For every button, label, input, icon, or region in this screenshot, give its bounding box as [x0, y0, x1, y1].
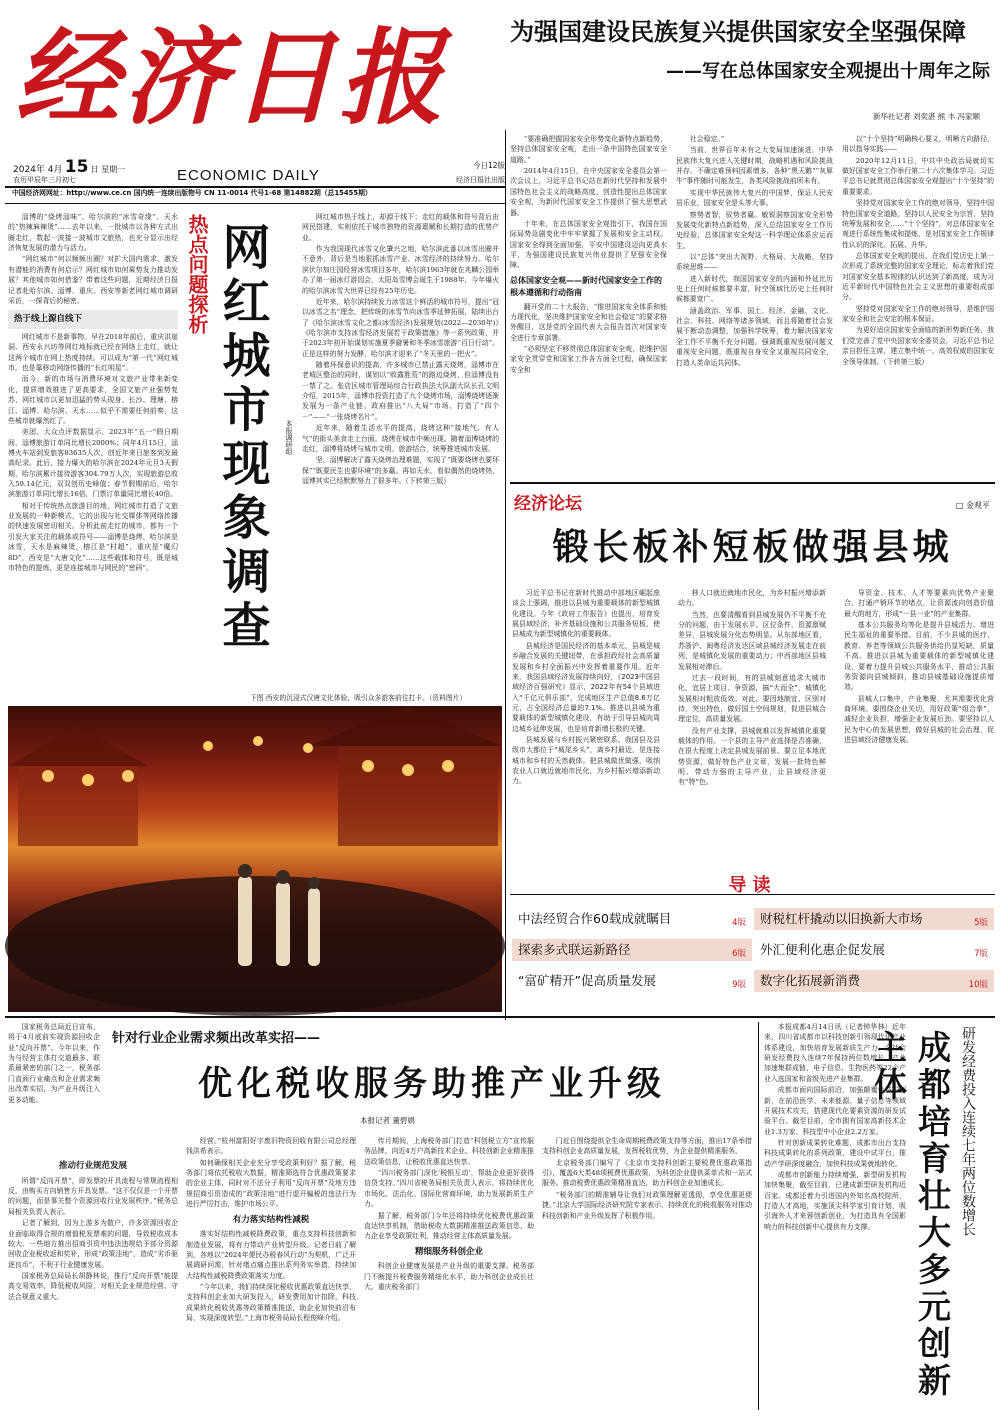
tax-column-3: 传月期间，上海税务部门打造“科创税立方”宣传服务品牌，向近4万户高新技术企业、科技创新企业精准推送政策信息，让税收优惠直达快享。 “四川税务部门深化‘税银互动’，帮助企业更好获得信贷支持。”四川省税务局相关负责人表示，将持续优化市场化、法治化、国际化营商环境，助力发展新质生产力。 据了解，税务部门今年还将持续优化税费优惠政策直达快享机制，借助税收大数据精准推送政策信息，助力企业享受政策红利，推动经营主体高质量发展。 精细服务科创企业 科创企业健康发展是产业升级的重要支撑。税务部门不断提升税费服务精细化水平，助力科创企业成长壮大。重庆税务部门: [364, 1137, 534, 1292]
masthead: [5, 5, 505, 183]
lead-title: 为强国建设民族复兴提供国家安全坚强保障: [510, 18, 966, 46]
tax-intro: 国家税务总局近日宣布，将于4月底前实现资源回收企业“反向开票”。今年以来，作为与经营主体打交道最多、联系最紧密的部门之一，税务部门直面行业痛点和企业需求频出改革实招，为产业升级注入更多动能。: [8, 1023, 100, 1104]
photo-scene-icon: [8, 706, 502, 1012]
xian-tang-culture-photo: [8, 706, 502, 1012]
lead-subtitle: ——写在总体国家安全观提出十周年之际: [666, 61, 990, 82]
tax-section-head-2: 有力落实结构性减税: [232, 1214, 310, 1225]
chengdu-title: 成都培育壮大多元创新主体: [869, 1030, 952, 1400]
chengdu-divider: [758, 1022, 759, 1410]
masthead-rule: [5, 186, 505, 188]
forum-column-2: 移人口就近就地市民化，为乡村振兴增添新动力。 当然，也要清醒看到县城发展仍不平衡不充分的问题，由于发展水平、区位条件、资源禀赋差异，县城发展分化态势明显。从东部地区看，苏浙沪、闽粤经济发达区域县城经济发展走在前列，是城镇化发展的重要动力；中西部地区县城发展相对滞后。 过去一段时间，有的县城刻意追求大城市化，宜居上项目、争资源，搞“大而全”，城镇化发展相对粗放低效。对此，要因地制宜，区别对待，突出特色，做好国土空间规划，促进县城合理定位，高质量发展。 没有产业支撑，县城就难以发挥城镇化重要载体的作用。一个县的主导产业选择是否准确，在很大程度上决定县城发展前景。要立足本地优势资源，做好特色产业文章，发展一批特色鲜明、带动力强的主导产业，让县域经济更有“特”色。: [678, 589, 826, 787]
date-month: 2024年 4月: [13, 165, 63, 175]
bottom-section-rule: [5, 1016, 995, 1018]
hotspot-column-2: 网红城市热于线上，却源于线下；走红的载体和符号背后由网民搭建，实则依托于城市独特的资源禀赋和长期打造的优势产业。 作为我国现代冰雪文化肇兴之地，哈尔滨此番以冰雪出圈并不意外，背后是当地狠抓冰雪产业、冰雪经济的持续努力。哈尔滨伏尔加庄园经营冰雪项目多年，哈尔滨1963年就在兆麟公园举办了第一届冰灯游园会，太阳岛雪博会诞生于1988年，今年爆火的哈尔滨冰雪大世界已经有25年历史。 近年来，哈尔滨持续发力冰雪这个鲜活的城市符号，提出“冠以冰雪之名”理念，把传统的冰雪节向冰雪季延伸拓展，陆续出台了《哈尔滨冰雪文化之都(冰雪经济)发展规划(2022—2030年)》《哈尔滨市支持冰雪经济发展若干政策措施》等一系列政策，并于2023年初开始谋划实施夏季避暑和冬季冰雪旅游“百日行动”。正是这样的努力发酵，哈尔滨才迎来了“冬天里的一把火”。 随着环保意识的提高，许多城市已禁止露天烧烤，淄博市在老城区整治的同时，谋划以“败露胜荒”的路边烧烤，但淄博没有一禁了之。张店区城市管理局综合行政执法大队副大队长孔文明介绍，2015年，淄博市投资打造了九个烧烤市场，淄博烧烤逐渐发展为一条产业链。政府推出“八大局”市场、打造了“四个一”——“一张烧烤名片”。 近年来，随着生活水平的提高，烧烤这种“接地气、有人气”的街头美食走上台面。烧烤在城市中频出现。随着淄博烧烤的走红，淄博将烧烤与城市文明、旅游结合，统筹推进城市发展。 坚，淄博解决了露天烧烤治理难题，实现了“既要烧烤也要环保”“既要民生也要环境”的多赢。再如天水，看似偶然的烧烤热，淄博其实已经默默努力了很多年。（下转第三版）: [302, 213, 499, 485]
tax-column-2: 经营。”杭州富阳好宇废旧物资回收有限公司总经理钱洪希表示。 如何确保相关企业充分享受政策利好？据了解，税务部门将依托税收大数据，精准筛选符合优惠政策要求的企业主体，同时对不法分子利用“反向开票”及地方违规招商引资造成的“政策洼地”进行虚开骗税的违法行为进行严厉打击，维护市场公平。 有力落实结构性减税 落实好结构性减税降费政策，重点支持科技创新和制造业发展，将有力带动产业转型升级。记者日前了解到，各地以“2024年便民办税春风行动”为契机，广泛开展调研问需，针对堵点痛点推出系列务实举措，持续加大结构性减税降费政策落实力度。 “今年以来，我们持续深化税收优惠政策直达快享，支持科创企业加大研发投入，研发费用加计扣除、科技成果转化税收优惠等政策精准推送，助企业加快前沿布局、实现深度转型。”上海市税务局局长程俊峰介绍。: [186, 1137, 356, 1323]
hotspot-column-1: 淄博的“烧烤淄味”、哈尔滨的“冰雪奇缘”、天水的“热辣麻辣烫”……去年以来，一批城市以各种方式出圈走红，数起一波接一波城市文旅热，也充分显示出经济恢复发展的潜力与活力。 “网红城市”何以频频出圈？对扩大国内需求、激发有潜能的消费有何启示？网红城市如何乘势发力推动发展？其他城市如何借鉴？带着这些问题，近期经济日报记者赴哈尔滨、淄博、重庆、西安等新老网红城市调研采访，一探背后的秘密。 热于线上源自线下 网红城市不是新事物。早在2018年前后，重庆洪崖洞、西安永兴坊等网红地标就已经在网络上走红，就让这两个城市在网上热度持续。可以成为“第一代”网红城市，也是靠移动网络传播的“长红明星”。 而今，新的市场与消费环境对文旅产业带来新变化，提质增效推进了更高要求，全国文旅产业强势复苏，网红城市以更加迅猛的势头现身。长沙、理塘、榕江、淄博、哈尔滨、天水……似乎不需要任何前奏，这些城市就爆然红了。 美团、大众点评数据显示，2023年“五一”假日期间，淄博旅游订单同比增长2000%；同年4月15日，淄博火车站到发旅客83635人次，创近年来日旅客到发最高纪录。此后，接力爆火的哈尔滨在2024年元旦3天假期，哈尔滨累计接待游客304.79万人次，实现旅游总收入59.14亿元，双双创历史峰值；春节假期前后，哈尔滨旅游订单同比增长16倍，门票订单量同比增长40倍。 相对于传统热点旅游目的地，网红城市打造了文旅业发展的一种新模式，它的出现与社交媒体等网络传播的快速发展密切相关。分析此前走红的城市，都有一个引发大家关注的载体或符号——淄博是烧烤，哈尔滨是冰雪，天水是麻辣烫，榕江是“村超”，重庆是“魔幻8D”，西安是“大唐文化”……这些载体和符号，既是城市特色的提炼，更是连接城市与网民的“密码”。: [8, 213, 178, 572]
guide-item-5[interactable]: “富矿精开”促高质量发展 9版: [512, 970, 752, 992]
info-line: 中国经济网网址：http://www.ce.cn 国内统一连续出版物号 CN 11-0014 代号1-68 第14882期（总15455期）: [12, 189, 372, 197]
chengdu-subtitle: 研发经费投入连续七年两位数增长: [960, 1026, 976, 1236]
forum-column-1: 习近平总书记在新时代推动中部地区崛起座谈会上强调，推进以县城为重要载体的新型城镇化建设。今年《政府工作报告》也提出，培育发展县域经济，补齐基础设施和公共服务短板，使县城成为新型城镇化的重要载体。 县城经济是国民经济的基本单元，县城是城乡融合发展的关键纽带，在承担政经社会高质量发展和乡村全面振兴中发挥着重要作用。近年来，我国县域经济发展持续向好，《2023中国县域经济百强研究》显示，2022年有54个县域进入“千亿元俱乐部”，完成地区生产总值8.6万亿元，占全国经济总量的7.1%。推进以县城为重要载体的新型城镇化建设，有助于引导县城向周边城乡延伸发展，也是培育新增长极的关键。 县城发展与乡村振兴紧密联系。我国县及县级市大都位于“城尾乡头”，离乡村最近，是连接城市和乡村的天然载体。把县城做优做强，吸纳农业人口就近就地市民化，为乡村振兴增添新动力。: [512, 589, 660, 786]
issue-date: [13, 155, 153, 177]
forum-column-3: 导资金、技术、人才等要素向优势产业聚合，打通产销环节的堵点，让资源流向创造价值最大的地方，形成“一县一业”的产业集群。 基本公共服务均等化是提升县城活力、增进民生福祉的重要举措。目前，不少县城的医疗、教育、养老等领域公共服务供给仍显短缺，质量不高。推进以县城为重要载体的新型城镇化建设，要着力提升县城公共服务水平，推动公共服务资源向县城倾斜，推动县城基础设施提质增效。 县城人口集中，产业集聚，尤其需要优化营商环境。要围绕企业关切，用好政策“组合拳”，减轻企业负担，增强企业发展后劲。要坚持以人民为中心的发展思想，做好县城的社会治理，促进县域经济健康发展。: [844, 589, 994, 745]
guide-item-6[interactable]: 数字化拓展新消费 10版: [754, 970, 994, 992]
tax-byline: 本报记者 董碧娟: [360, 1116, 415, 1125]
publisher: 经济日报社出版: [456, 176, 505, 184]
lunar-date: 农历甲辰年三月初七: [13, 176, 76, 184]
tax-column-4: 门近日围绕提供全生命周期税费政策支持等方面，推出17条举措支持科创企业高质量发展，发挥税收优势，为企业提供精准服务。 北京税务部门编写了《北京市支持科创新主要税费优惠政策指引》，覆盖6大类48项税费优惠政策，为科创企业提供菜单式和一站式服务。推动税费优惠政策精准直达，助力科创企业加速成长。 “税务部门的精准辅导让我们对政策理解更透彻，享受优惠更便捷。”北京大学国际经济研究院专家表示，持续优化的税收服务对推动科技创新和产业升级发挥了积极作用。: [542, 1137, 752, 1220]
english-name: ECONOMIC DAILY: [177, 167, 320, 184]
info-rule: [5, 203, 505, 204]
forum-top-rule: [510, 482, 995, 484]
date-day: 15: [64, 157, 89, 177]
forum-title: 锻长板补短板做强县城: [552, 527, 953, 568]
tax-kicker: 针对行业企业需求频出改革实招——: [112, 1031, 321, 1046]
tax-column-1: 推动行业规范发展 所谓“反向开票”，即发票的开具流程与常规流程相反，由购买方向销售方开具发票。“这不仅仅是一个开票的问题，而是事关整个资源回收行业发展秩序。”税务总局相关负责人表示。 记者了解到，因为上游多为散户，许多资源回收企业面临取得合规的增值税发票难的问题，导致税收成本较大、一些地方推出招商引资中违法违规给予部分资源回收企业税收返和奖补，形成“政策洼地”，造成“劣币驱逐良币”，不利于行业健康发展。 国家税务总局局长胡静林说，推行“反向开票”能提高交易效率，降低税收风险，对相关企业规范经营、守法合规意义重大。: [8, 1161, 178, 1301]
hotspot-column-label: 热点问题探析: [185, 214, 209, 334]
hotspot-title: 网红城市现象调查: [214, 222, 270, 654]
forum-label: 经济论坛: [514, 494, 582, 514]
tax-section-head-1: 推动行业规范发展: [58, 1161, 127, 1171]
hotspot-author: 本报调研组: [285, 420, 293, 455]
chengdu-column: 本报成都4月14日讯（记者钟华林）近年来，四川省成都市以科技创新引领现代化产业体系建设，加快培育发展新质生产力。全社会研发经费投入连续7年保持两位数增长，产业加速集群成链，电子信息、生物医药等22个产业入选国家和省级先进产业集群。 成都市面向国际前沿，加强颠覆性技术创新，在前沿医学、未来能源、量子信息等领域开展技术攻关，搭建现代化要素资源的研发试验平台。截至目前，全市拥有国家高新技术企业1.3万家、科技型中小企业2.2万家。 针对创新成果转化难题，成都市出台支持科技成果转化的系列政策，建设中试平台，推动产学研深度融合，加快科技成果就地转化。 成都市创新能力持续增强，新型研发机构加快集聚，截至目前，已建成新型研发机构近百家。成都还着力引进国内外知名高校院所，打造人才高地，实施顶尖科学家引育计划，吸引海外人才来蓉创新创业，为打造具有全国影响力的科技创新中心提供有力支撑。: [764, 1023, 906, 1231]
tax-section-head-3: 精细服务科创企业: [414, 1246, 483, 1257]
guide-label: 导读: [728, 875, 777, 896]
lead-column-3: 以“十个坚持”明确核心要义，明晰方向路径，用以指导实践—— 2020年12月11日，中共中央政治局就切实做好国家安全工作举行第二十六次集体学习。习近平总书记就贯彻总体国家安全观提出“十个坚持”的重要要求。 坚持党对国家安全工作的绝对领导，坚持中国特色国家安全道路，坚持以人民安全为宗旨，坚持统筹发展和安全……“十个坚持”，对总体国家安全观进行系统性集成和提炼，是对国家安全工作规律性认识的深化、拓展、升华。 总体国家安全观的提出，在我们党历史上第一次形成了系统完整的国家安全理论，标志着我们党对国家安全基本规律的认识达到了新高度，成为习近平新时代中国特色社会主义思想的重要组成部分。 坚持党对国家安全工作的绝对领导，是维护国家安全和社会安定的根本保证。 为更好适应国家安全面临的新形势新任务，我们党完善了党中央国家安全委员会，习近平总书记亲自担任主席，建立集中统一、高效权威的国家安全领导体制。（下转第三版）: [842, 135, 994, 366]
left-column-divider: [505, 130, 506, 1020]
photo-caption: 下图 西安的沉浸式汉唐文化体验，吸引众多游客前往打卡。（资料图片）: [250, 694, 467, 702]
lead-byline: 新华社记者 刘奕湛 熊 丰 冯家顺: [872, 112, 980, 121]
tax-title: 优化税收服务助推产业升级: [198, 1064, 666, 1104]
hotspot-section-head: 热于线上源自线下: [8, 310, 178, 329]
newspaper-logo: 经济日报: [15, 16, 448, 139]
guide-item-2[interactable]: 财税杠杆撬动以旧换新大市场 5版: [754, 908, 994, 930]
date-weekday: 日 星期一: [90, 165, 126, 174]
guide-item-1[interactable]: 中法经贸合作60载成就瞩目 4版: [512, 908, 752, 930]
guide-item-4[interactable]: 外汇便利化惠企促发展 7版: [754, 939, 994, 961]
forum-author: □ 金观平: [955, 501, 990, 510]
page-count: 今日12版: [472, 161, 505, 170]
lead-column-1: “要准确把握国家安全形势变化新特点新趋势，坚持总体国家安全观，走出一条中国特色国家安全道路。” 2014年4月15日，在中央国家安全委员会第一次会议上，习近平总书记站在新时代坚持和发展中国特色社会主义的战略高度，创造性提出总体国家安全观，为新时代国家安全工作提供了强大思想武器。 十年来，在总体国家安全观指引下，我国在国际局势急剧变化中牢牢掌握了发展和安全主动权。国家安全得到全面加强，平安中国建设迈向更高水平，为强国建设民族复兴伟业提供了坚强安全保障。 总体国家安全观——新时代国家安全工作的根本遵循和行动指南 翻开党的二十大报告，“推进国家安全体系和能力现代化，坚决维护国家安全和社会稳定”的要求格外醒目，这是党的全国代表大会报告首次对国家安全进行专章部署。 “必须坚定不移贯彻总体国家安全观，把维护国家安全贯穿党和国家工作各方面全过程，确保国家安全和: [510, 135, 667, 374]
lead-column-2: 社会稳定。” 当前，世界百年未有之大变局加速演进，中华民族伟大复兴进入关键时期，战略机遇和风险挑战并存、不确定难预料因素增多，各种“黑天鹅”“灰犀牛”事件随时可能发生，各类风险挑战前所未有。 实现中华民族伟大复兴的中国梦，保证人民安居乐业，国家安全是头等大事。 察势者智，驭势者赢。敏锐洞察国家安全形势发展变化新特点新趋势，深入总结国家安全工作历史经验，总体国家安全观这一科学理论体系应运而生。 以“总体”突出大视野、大格局、大战略，坚持系统思维—— 进入新时代，我国国家安全的内涵和外延比历史上任何时候都要丰富，时空领域比历史上任何时候都要宽广。 涵盖政治、军事、国土、经济、金融、文化、社会、科技、网络等诸多领域，而且将随着社会发展不断动态调整，加强科学统筹，着力解决国家安全工作不平衡不充分问题。强调既重视发展问题又重视安全问题，既重视自身安全又重视共同安全，打造人类命运共同体。: [676, 135, 833, 367]
guide-item-3[interactable]: 探索多式联运新路径 6版: [512, 939, 752, 961]
lead-section-head: 总体国家安全观——新时代国家安全工作的根本遵循和行动指南: [510, 275, 662, 297]
